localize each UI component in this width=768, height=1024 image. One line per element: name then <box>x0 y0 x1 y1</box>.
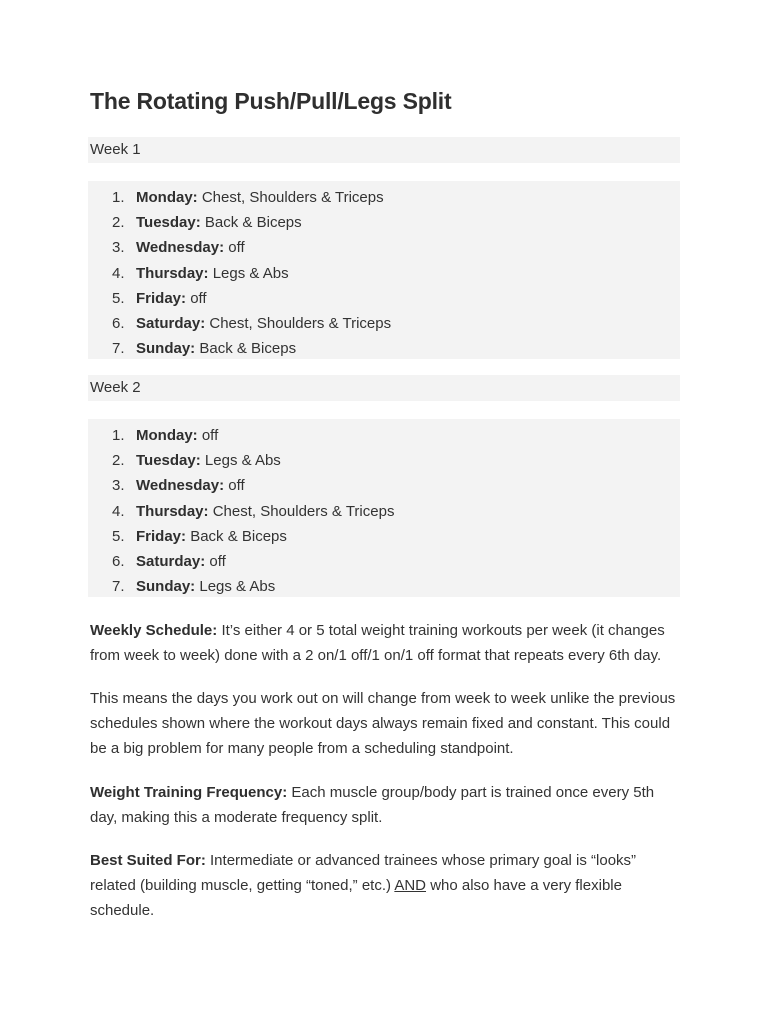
week-1-day-list <box>88 181 680 359</box>
page-title: The Rotating Push/Pull/Legs Split <box>90 88 452 114</box>
weekly-schedule-text: It’s either 4 or 5 total weight training workouts per week (it changes from week to week) done with a 2 on/1 off/1 on/1 off format that repeats every 6th day. <box>90 622 665 664</box>
best-suited-text-end: who also have a very flexible schedule. <box>90 877 622 919</box>
weekly-schedule-label: Weekly Schedule: <box>90 622 218 639</box>
best-suited-emphasis: AND <box>394 877 427 894</box>
best-suited-text: Intermediate or advanced trainees whose primary goal is “looks” related (building muscle, getting “toned,” etc.) <box>90 852 637 894</box>
frequency-paragraph <box>90 780 680 830</box>
weekly-schedule-paragraph <box>90 618 680 668</box>
schedule-explanation-paragraph: This means the days you work out on will change from week to week unlike the previous schedules shown where the workout days always remain fixed and constant. This could be a big problem for many people from a scheduling standpoint. <box>90 690 676 757</box>
week-1-label: Week 1 <box>88 137 680 163</box>
list-item: 3. Wednesday: off <box>112 477 245 495</box>
list-item: 7. Sunday: Legs & Abs <box>112 578 276 596</box>
list-item: 7. Sunday: Back & Biceps <box>112 340 297 358</box>
list-item: 3. Wednesday: off <box>112 239 245 257</box>
list-item: 5. Friday: off <box>112 289 207 307</box>
list-item: 4. Thursday: Legs & Abs <box>112 264 289 282</box>
frequency-label: Weight Training Frequency: <box>90 784 288 801</box>
list-item: 1. Monday: off <box>112 427 219 444</box>
best-suited-paragraph <box>90 848 680 923</box>
best-suited-label: Best Suited For: <box>90 852 206 869</box>
list-item: 2. Tuesday: Back & Biceps <box>112 214 302 232</box>
list-item: 6. Saturday: Chest, Shoulders & Triceps <box>112 314 392 332</box>
week-2-day-list <box>88 419 680 597</box>
list-item: 2. Tuesday: Legs & Abs <box>112 452 281 470</box>
list-item: 6. Saturday: off <box>112 552 226 570</box>
week-2-label: Week 2 <box>88 375 680 401</box>
list-item: 1. Monday: Chest, Shoulders & Triceps <box>112 189 384 206</box>
frequency-text: Each muscle group/body part is trained once every 5th day, making this a moderate frequency split. <box>90 784 655 826</box>
list-item: 5. Friday: Back & Biceps <box>112 527 287 545</box>
list-item: 4. Thursday: Chest, Shoulders & Triceps <box>112 502 395 520</box>
